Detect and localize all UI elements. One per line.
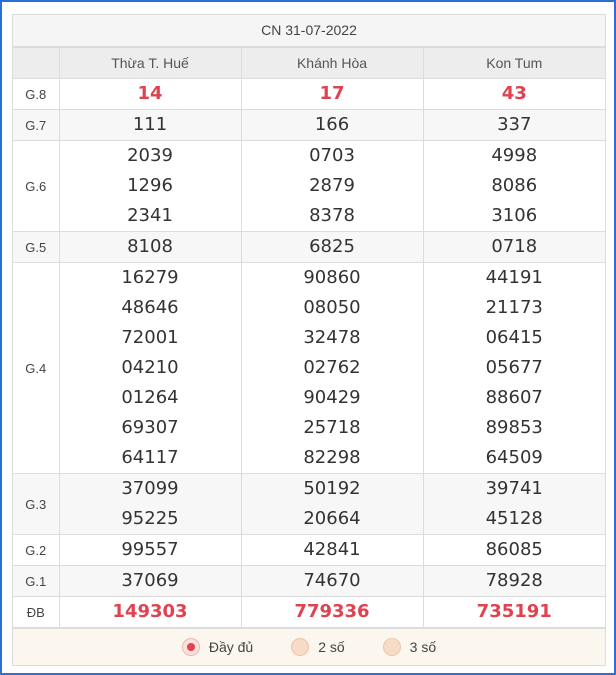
province-header: Khánh Hòa [241,48,423,79]
display-option-label: 3 số [409,639,437,655]
prize-number: 39741 [485,478,543,499]
prize-number: 779336 [294,601,370,622]
prize-number: 64117 [121,447,179,468]
prize-row [13,535,605,566]
prize-label: G.8 [13,79,59,110]
prize-cell [241,263,423,474]
prize-number: 69307 [121,417,179,438]
prize-number: 149303 [112,601,188,622]
prize-number: 06415 [485,327,543,348]
prize-cell [423,79,605,110]
draw-date-title: CN 31-07-2022 [13,15,605,47]
prize-row [13,141,605,232]
prize-number: 74670 [303,570,361,591]
prize-row [13,597,605,628]
prize-number: 05677 [485,357,543,378]
prize-cell [423,535,605,566]
prize-number: 111 [132,114,168,135]
prize-number: 8108 [127,236,173,257]
prize-number: 6825 [309,236,355,257]
prize-number: 50192 [303,478,361,499]
display-option[interactable] [182,638,253,656]
prize-number: 2039 [127,145,173,166]
results-table [13,47,605,628]
prize-number: 8378 [309,205,355,226]
prize-number: 37069 [121,570,179,591]
prize-rows [13,79,605,628]
prize-number: 04210 [121,357,179,378]
prize-cell [423,141,605,232]
lottery-results-card [12,14,606,666]
province-header-row [13,48,605,79]
prize-number: 99557 [121,539,179,560]
prize-cell [59,79,241,110]
prize-number: 82298 [303,447,361,468]
prize-cell [423,232,605,263]
header-corner [13,48,59,79]
province-header: Thừa T. Huế [59,48,241,79]
digit-display-options [13,628,605,665]
prize-number: 37099 [121,478,179,499]
prize-cell [423,597,605,628]
prize-cell [59,110,241,141]
prize-label: ĐB [13,597,59,628]
prize-number: 2341 [127,205,173,226]
prize-number: 08050 [303,297,361,318]
prize-label: G.1 [13,566,59,597]
prize-number: 01264 [121,387,179,408]
prize-number: 1296 [127,175,173,196]
prize-label: G.7 [13,110,59,141]
prize-row [13,474,605,535]
prize-number: 25718 [303,417,361,438]
prize-cell [241,597,423,628]
prize-number: 735191 [476,601,552,622]
prize-number: 337 [497,114,532,135]
prize-cell [241,232,423,263]
prize-number: 42841 [303,539,361,560]
prize-number: 78928 [485,570,543,591]
prize-cell [241,79,423,110]
prize-number: 86085 [485,539,543,560]
prize-cell [423,474,605,535]
province-header: Kon Tum [423,48,605,79]
prize-number: 72001 [121,327,179,348]
prize-cell [59,597,241,628]
prize-number: 2879 [309,175,355,196]
prize-number: 95225 [121,508,179,529]
prize-row [13,232,605,263]
display-option-label: Đầy đủ [208,639,254,655]
prize-number: 90429 [303,387,361,408]
prize-number: 64509 [485,447,543,468]
prize-number: 166 [314,114,350,135]
prize-number: 8086 [491,175,538,196]
prize-number: 89853 [485,417,543,438]
prize-cell [59,535,241,566]
prize-number: 48646 [121,297,179,318]
display-option-label: 2 số [318,639,345,655]
prize-number: 20664 [303,508,361,529]
prize-number: 32478 [303,327,361,348]
prize-row [13,79,605,110]
radio-unselected-icon[interactable] [291,638,309,656]
radio-selected-icon[interactable] [182,638,200,656]
prize-number: 16279 [121,267,179,288]
radio-unselected-icon[interactable] [383,638,401,656]
display-option[interactable] [383,638,436,656]
prize-row [13,263,605,474]
prize-cell [59,566,241,597]
prize-number: 0703 [309,145,355,166]
prize-label: G.6 [13,141,59,232]
prize-cell [241,141,423,232]
prize-cell [59,141,241,232]
prize-number: 0718 [491,236,538,257]
prize-row [13,566,605,597]
prize-cell [241,474,423,535]
prize-cell [59,474,241,535]
prize-cell [241,535,423,566]
prize-number: 43 [501,83,527,104]
prize-number: 45128 [485,508,543,529]
prize-cell [241,110,423,141]
prize-number: 88607 [485,387,543,408]
prize-number: 21173 [485,297,543,318]
prize-number: 3106 [491,205,538,226]
prize-number: 44191 [485,267,543,288]
prize-cell [241,566,423,597]
prize-number: 17 [319,83,345,104]
prize-number: 90860 [303,267,361,288]
prize-cell [59,263,241,474]
display-option[interactable] [291,638,344,656]
prize-row [13,110,605,141]
prize-number: 14 [137,83,163,104]
prize-label: G.5 [13,232,59,263]
prize-number: 4998 [491,145,538,166]
prize-cell [59,232,241,263]
prize-cell [423,566,605,597]
prize-number: 02762 [303,357,361,378]
prize-label: G.4 [13,263,59,474]
prize-cell [423,110,605,141]
prize-label: G.2 [13,535,59,566]
prize-label: G.3 [13,474,59,535]
prize-cell [423,263,605,474]
